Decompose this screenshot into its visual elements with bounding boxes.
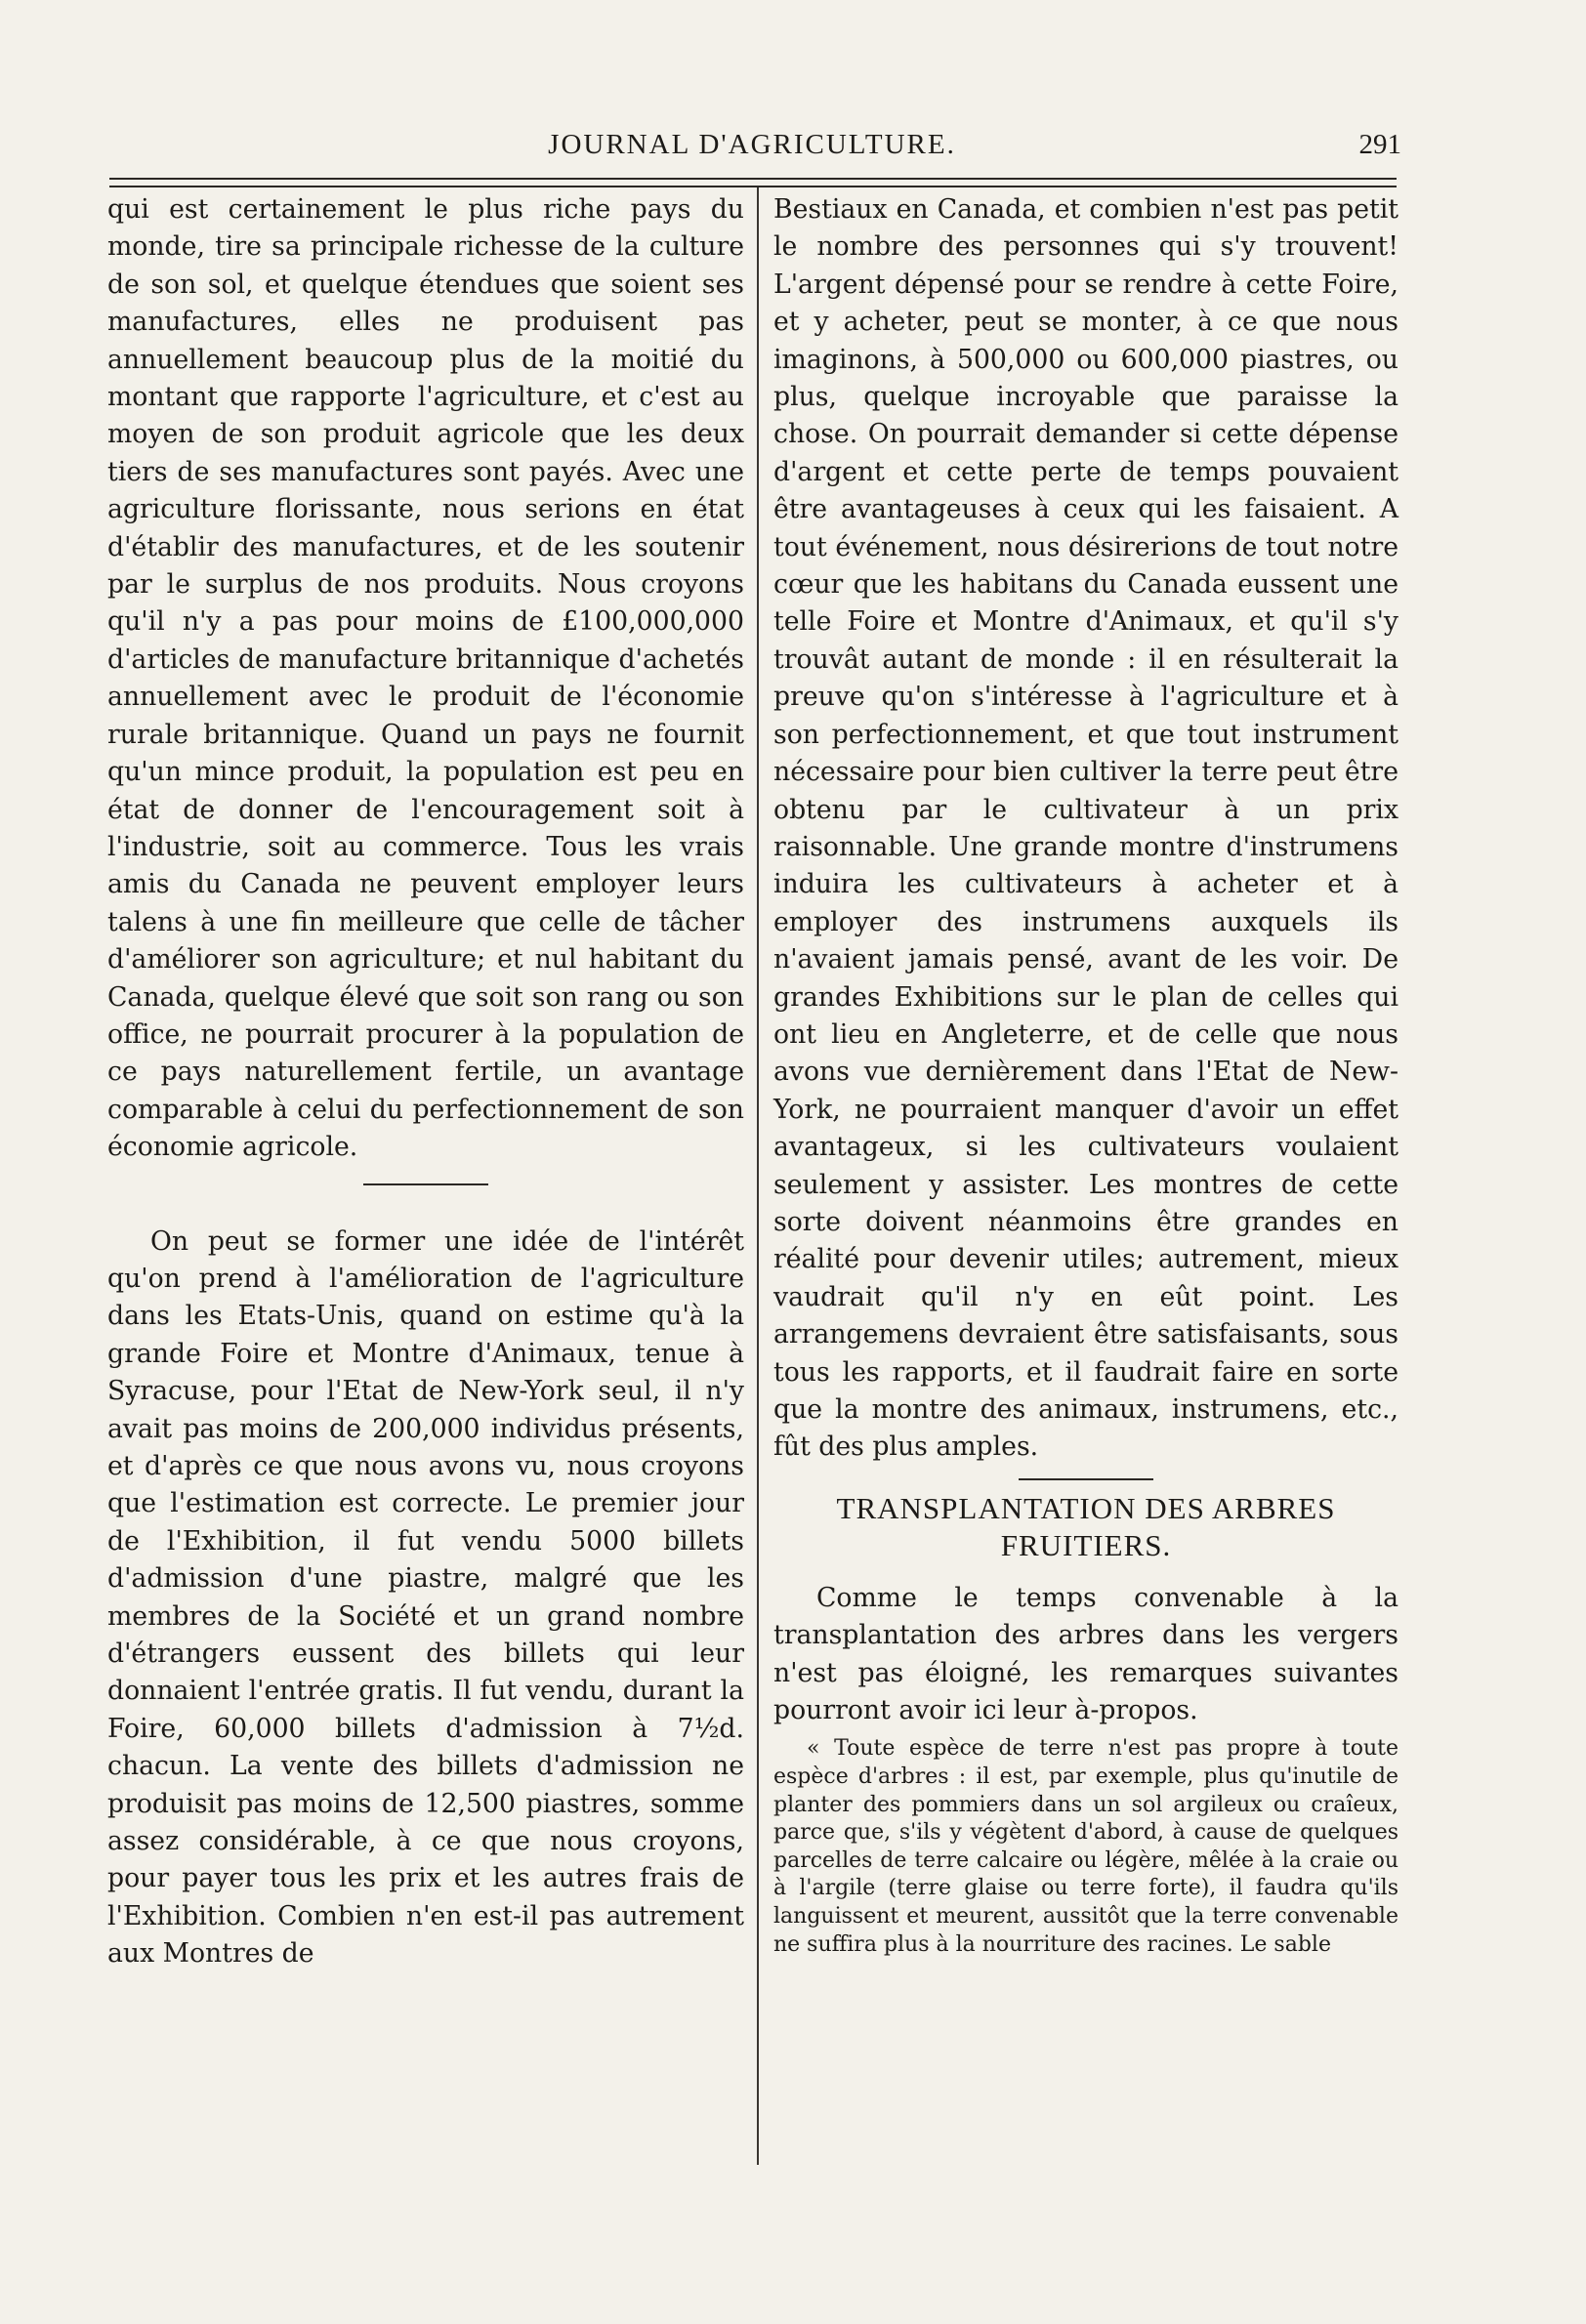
section-divider	[363, 1183, 488, 1185]
section-divider	[1019, 1478, 1153, 1480]
right-paragraph-2: Comme le temps convenable à la transplantation des arbres dans les vergers n'est pas éloigné, les remarques suivantes pourront avoir ici leur à-propos.	[773, 1582, 1398, 1726]
left-paragraph-1: qui est certainement le plus riche pays du monde, tire sa principale richesse de la culture de son sol, et quelque étendues que soient ses manufactures, elles ne produisent pas annuellement beaucoup plus de la moitié du montant que rapporte l'agriculture, et c'est au moyen de son produit agricole que les deux tiers de ses manufactures sont payés. Avec une agriculture florissante, nous serions en état d'établir des manufactures, et de les soutenir par le surplus de nos produits. Nous croyons qu'il n'y a pas pour moins de £100,000,000 d'articles de manufacture britannique d'achetés annuellement avec le produit de l'économie rurale britannique. Quand un pays ne fournit qu'un mince produit, la population est peu en état de donner de l'encouragement soit à l'industrie, soit au commerce. Tous les vrais amis du Canada ne peuvent employer leurs talens à une fin meilleure que celle de tâcher d'améliorer son agriculture; et nul habitant du Canada, quelque élevé que soit son rang ou son office, ne pourrait procurer à la population de ce pays naturellement fertile, un avantage comparable à celui du perfectionnement de son économie agricole.	[107, 194, 744, 1163]
column-separator	[757, 187, 759, 2165]
page-header	[103, 125, 1401, 174]
section-title: TRANSPLANTATION DES ARBRES FRUITIERS.	[836, 1490, 1336, 1562]
left-paragraph-2: On peut se former une idée de l'intérêt qu'on prend à l'amélioration de l'agriculture dans les Etats-Unis, quand on estime qu'à la grande Foire et Montre d'Animaux, tenue à Syracuse, pour l'Etat de New-York seul, il n'y avait pas moins de 200,000 individus présents, et d'après ce que nous avons vu, nous croyons que l'estimation est correcte. Le premier jour de l'Exhibition, il fut vendu 5000 billets d'admission d'une piastre, malgré que les membres de la Société et un grand nombre d'étrangers eussent des billets qui leur donnaient l'entrée gratis. Il fut vendu, durant la Foire, 60,000 billets d'admission à 7½d. chacun. La vente des billets d'admission ne produisit pas moins de 12,500 piastres, somme assez considérable, à ce que nous croyons, pour payer tous les prix et les autres frais de l'Exhibition. Combien n'en est-il pas autrement aux Montres de	[107, 1225, 744, 1970]
right-column	[773, 191, 1398, 1959]
header-rule-top	[109, 178, 1397, 180]
page-number: 291	[1358, 129, 1401, 160]
right-paragraph-1: Bestiaux en Canada, et combien n'est pas petit le nombre des personnes qui s'y trouvent! L'argent dépensé pour se rendre à cette Foire, et y acheter, peut se monter, à ce que nous imaginons, à 500,000 ou 600,000 piastres, ou plus, quelque incroyable que paraisse la chose. On pourrait demander si cette dépense d'argent et cette perte de temps pouvaient être avantageuses à ceux qui les faisaient. A tout événement, nous désirerions de tout notre cœur que les habitans du Canada eussent une telle Foire et Montre d'Animaux, et qu'il s'y trouvât autant de monde : il en résulterait la preuve qu'on s'intéresse à l'agriculture et à son perfectionnement, et que tout instrument nécessaire pour bien cultiver la terre peut être obtenu par le cultivateur à un prix raisonnable. Une grande montre d'instrumens induira les cultivateurs à acheter et à employer des instrumens auxquels ils n'avaient jamais pensé, avant de les voir. De grandes Exhibitions sur le plan de celles qui ont lieu en Angleterre, et de celle que nous avons vue dernièrement dans l'Etat de New-York, ne pourraient manquer d'avoir un effet avantageux, si les cultivateurs voulaient seulement y assister. Les montres de cette sorte doivent néanmoins être grandes en réalité pour devenir utiles; autrement, mieux vaudrait qu'il n'y en eût point. Les arrangemens devraient être satisfaisants, sous tous les rapports, et il faudrait faire en sorte que la montre des animaux, instrumens, etc., fût des plus amples.	[773, 194, 1398, 1463]
quoted-passage: « Toute espèce de terre n'est pas propre à toute espèce d'arbres : il est, par exemple, plus qu'inutile de planter des pommiers dans un sol argileux ou craîeux, parce que, s'ils y végètent d'abord, à cause de quelques parcelles de terre calcaire ou légère, mêlée à la craie ou à l'argile (terre glaise ou terre forte), il faudra qu'ils languissent et meurent, aussitôt que la terre convenable ne suffira plus à la nourriture des racines. Le sable	[773, 1736, 1398, 1957]
left-column	[107, 191, 744, 1973]
running-title: JOURNAL D'AGRICULTURE.	[548, 129, 956, 160]
header-rule-bottom	[109, 186, 1397, 187]
